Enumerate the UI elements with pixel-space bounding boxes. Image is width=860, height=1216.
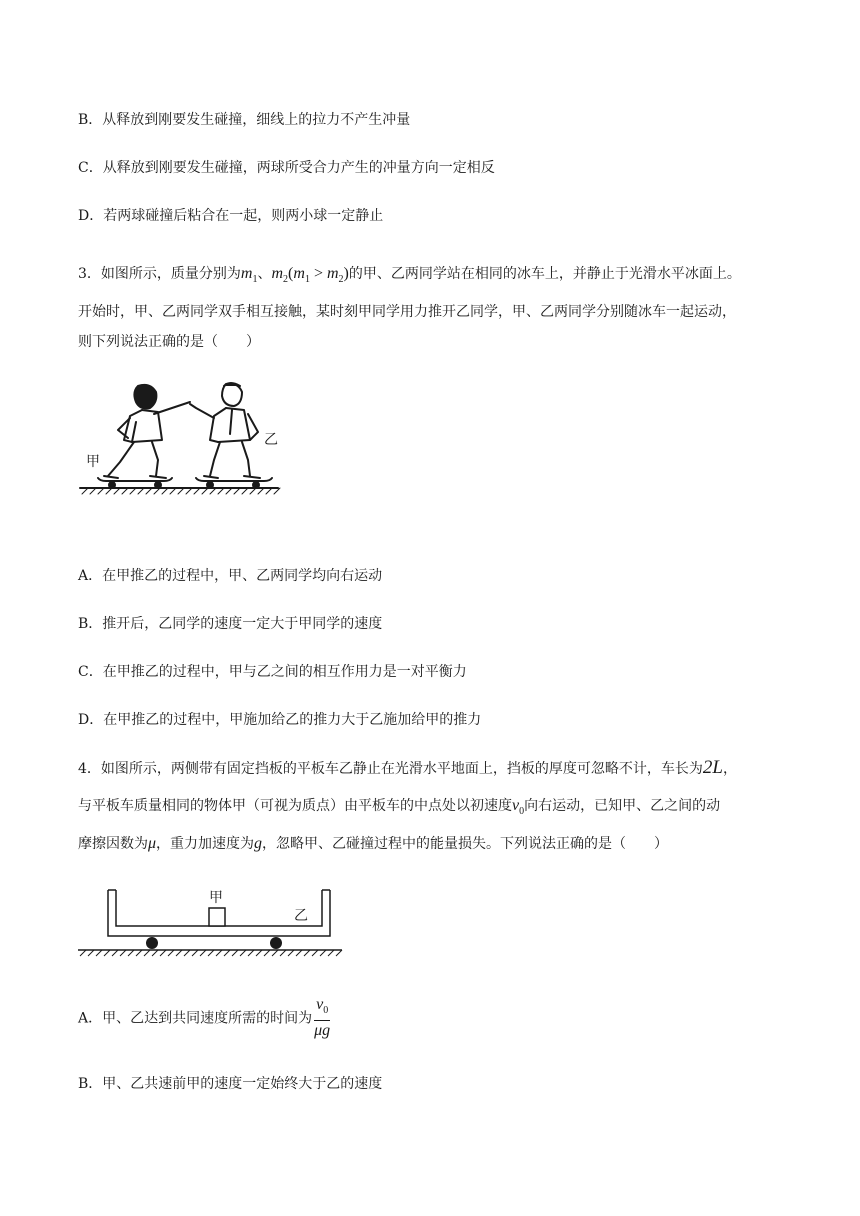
cart-label-yi: 乙: [294, 908, 308, 924]
q3-option-b: B．推开后，乙同学的速度一定大于甲同学的速度: [78, 616, 383, 632]
q2-option-c: C．从释放到刚要发生碰撞，两球所受合力产生的冲量方向一定相反: [78, 160, 495, 176]
q4-stem-line1: 4．如图所示，两侧带有固定挡板的平板车乙静止在光滑水平地面上，挡板的厚度可忽略不计，车长为2L，: [78, 757, 737, 778]
q3-option-a: A．在甲推乙的过程中，甲、乙两同学均向右运动: [78, 568, 383, 584]
skater-label-jia: 甲: [86, 454, 100, 470]
time-fraction: $\frac{v_0}{\mu g}$: [314, 996, 331, 1040]
q4-option-a: A．甲、乙达到共同速度所需的时间为 $\frac{v_0}{\mu g}$: [78, 996, 331, 1040]
skater-label-yi: 乙: [264, 432, 278, 448]
block-label-jia: 甲: [209, 890, 223, 906]
cart-wheel-left: [146, 937, 158, 949]
q3-stem-line3: 则下列说法正确的是（ ）: [78, 334, 260, 350]
q2-option-b: B．从释放到刚要发生碰撞，细线上的拉力不产生冲量: [78, 112, 411, 128]
cart-wheel-right: [270, 937, 282, 949]
q3-option-c: C．在甲推乙的过程中，甲与乙之间的相互作用力是一对平衡力: [78, 664, 467, 680]
q4-stem-line3: 摩擦因数为μ，重力加速度为g，忽略甲、乙碰撞过程中的能量损失。下列说法正确的是（ ）: [78, 835, 669, 852]
cart-figure: [78, 880, 348, 962]
q2-option-d: D．若两球碰撞后粘合在一起，则两小球一定静止: [78, 208, 384, 224]
q3-option-d: D．在甲推乙的过程中，甲施加给乙的推力大于乙施加给甲的推力: [78, 712, 482, 728]
q4-option-b: B．甲、乙共速前甲的速度一定始终大于乙的速度: [78, 1076, 383, 1092]
q4-stem-line2: 与平板车质量相同的物体甲（可视为质点）由平板车的中点处以初速度$v_0$向右运动，已知甲、乙之间的动: [78, 797, 721, 818]
q3-stem-line1: 3．如图所示，质量分别为$m_1$、$m_2(m_1 > m_2)$的甲、乙两同学站在相同的冰车上，并静止于光滑水平冰面上。: [78, 265, 741, 286]
q3-stem-line2: 开始时，甲、乙两同学双手相互接触，某时刻甲同学用力推开乙同学，甲、乙两同学分别随冰车一起运动，: [78, 304, 736, 320]
skaters-figure: [78, 378, 288, 498]
